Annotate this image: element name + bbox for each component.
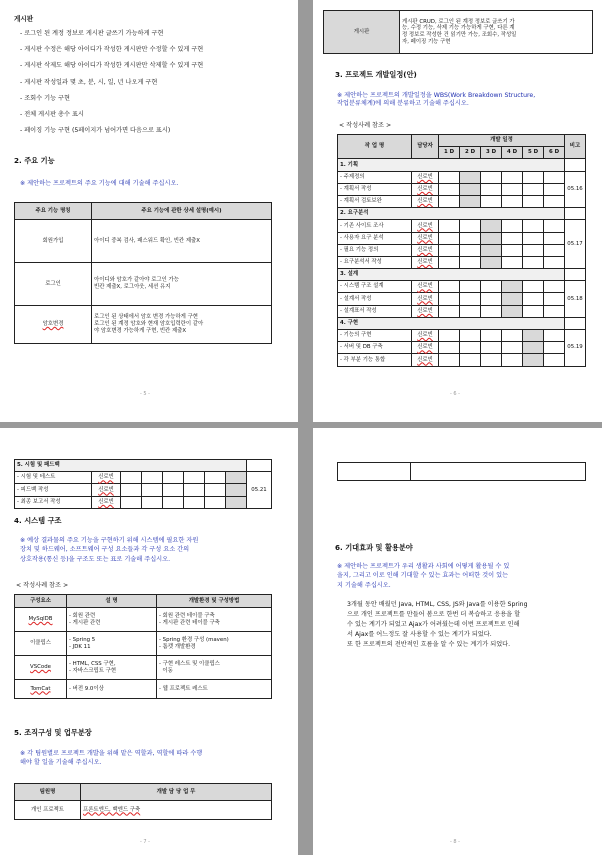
wbs-day-cell (502, 330, 523, 342)
page-number: - 8 - (450, 839, 460, 845)
wbs-day-cell (226, 484, 247, 496)
wbs-day-cell (502, 183, 523, 195)
wbs-day-cell (523, 354, 544, 366)
wbs-day-cell (460, 330, 481, 342)
wbs-day-cell (502, 171, 523, 183)
wbs-note-blank (247, 460, 272, 472)
col-day: 2 D (460, 147, 481, 159)
feature-name: 회원가입 (15, 220, 92, 263)
wbs-day-cell (502, 232, 523, 244)
wbs-day-cell (460, 305, 481, 317)
wbs-day-cell (439, 256, 460, 268)
board-feature-item: - 로그인 된 계정 정보로 게시판 글쓰기 가능하게 구현 (20, 30, 164, 37)
wbs-owner: 신로빈 (412, 342, 439, 354)
component-name: 이클립스 (15, 632, 67, 656)
wbs-day-cell (523, 171, 544, 183)
wbs-day-cell (544, 305, 565, 317)
wbs-task: - 계획서 검토보완 (338, 195, 412, 207)
wbs-date: 05.18 (565, 281, 586, 318)
wbs-owner: 신로빈 (412, 171, 439, 183)
wbs-day-cell (502, 220, 523, 232)
wbs-day-cell (502, 305, 523, 317)
wbs-day-cell (481, 354, 502, 366)
wbs-day-cell (544, 354, 565, 366)
wbs-day-cell (544, 195, 565, 207)
member-name: 개인 프로젝트 (15, 801, 81, 820)
empty-table-row (337, 462, 586, 481)
wbs-task: - 각 부분 기능 통합 (338, 354, 412, 366)
wbs-task-row (338, 330, 586, 342)
wbs-day-cell (502, 293, 523, 305)
heading-schedule: 3. 프로젝트 개발일정(안) (335, 70, 417, 79)
wbs-owner: 신로빈 (412, 244, 439, 256)
wbs-day-cell (439, 220, 460, 232)
wbs-day-cell (142, 484, 163, 496)
wbs-day-cell (523, 305, 544, 317)
wbs-day-cell (544, 256, 565, 268)
wbs-day-cell (205, 472, 226, 484)
wbs-task-row (15, 496, 272, 508)
wbs-day-cell (481, 195, 502, 207)
wbs-day-cell (226, 472, 247, 484)
heading-system: 4. 시스템 구조 (14, 516, 62, 525)
col-day: 3 D (481, 147, 502, 159)
wbs-day-cell (523, 183, 544, 195)
component-env: - 구현 레스트 및 이클립스 이동 (157, 656, 272, 680)
wbs-day-cell (121, 484, 142, 496)
component-env: - 회원 관련 테이블 구축 - 게시판 관련 테이블 구축 (157, 608, 272, 632)
wbs-note-blank (565, 208, 586, 220)
board-feature-item: - 게시판 삭제도 해당 아이디가 작성한 게시판만 삭제할 수 있게 구현 (20, 62, 204, 70)
col-period: 개발 일정 (439, 135, 565, 147)
wbs-day-cell (163, 484, 184, 496)
wbs-task-row (338, 195, 586, 207)
wbs-day-cell (439, 342, 460, 354)
col-day: 4 D (502, 147, 523, 159)
wbs-day-cell (163, 496, 184, 508)
wbs-task-row (338, 354, 586, 366)
wbs-task: - 서버 및 DB 구축 (338, 342, 412, 354)
component-desc: - Spring 5 - JDK 11 (67, 632, 157, 656)
col-task: 작 업 명 (338, 135, 412, 159)
wbs-owner: 신로빈 (412, 354, 439, 366)
component-desc: - 회원 관련 - 게시판 관련 (67, 608, 157, 632)
feature-name: 로그인 (15, 263, 92, 306)
wbs-group-title: 4. 구현 (338, 317, 565, 329)
example-label: < 작성사례 참조 > (339, 122, 392, 129)
wbs-day-cell (460, 342, 481, 354)
board-feature-item: - 페이징 기능 구현 (5페이지가 넘어가면 다음으로 표시) (20, 127, 171, 135)
component-env: - Spring 환경 구성 (maven) - 톰캣 개발환경 (157, 632, 272, 656)
wbs-day-cell (439, 183, 460, 195)
wbs-owner: 신로빈 (92, 496, 121, 508)
wbs-task-row (338, 232, 586, 244)
wbs-task-row (338, 305, 586, 317)
role-table (14, 783, 272, 820)
wbs-task-row (338, 281, 586, 293)
wbs-day-cell (502, 342, 523, 354)
component-name: MySqlDB (15, 608, 67, 632)
wbs-day-cell (481, 244, 502, 256)
wbs-day-cell (481, 183, 502, 195)
page-5 (0, 0, 298, 422)
col-day: 6 D (544, 147, 565, 159)
col-day: 5 D (523, 147, 544, 159)
wbs-task: - 주제정의 (338, 171, 412, 183)
wbs-day-cell (439, 281, 460, 293)
heading-effects: 6. 기대효과 및 활용분야 (335, 543, 413, 552)
wbs-group-title: 5. 시험 및 패드백 (15, 460, 247, 472)
wbs-day-cell (502, 195, 523, 207)
board-feature-item: - 조회수 기능 구현 (20, 94, 70, 102)
wbs-day-cell (460, 195, 481, 207)
wbs-date: 05.17 (565, 220, 586, 269)
wbs-day-cell (523, 232, 544, 244)
wbs-day-cell (205, 496, 226, 508)
wbs-day-cell (184, 472, 205, 484)
board-feature-item: - 전체 게시판 총수 표시 (20, 111, 84, 118)
wbs-day-cell (439, 171, 460, 183)
component-desc: - 버전 9.0이상 (67, 680, 157, 699)
wbs-day-cell (544, 244, 565, 256)
wbs-day-cell (523, 195, 544, 207)
wbs-day-cell (502, 354, 523, 366)
wbs-day-cell (481, 293, 502, 305)
wbs-day-cell (184, 496, 205, 508)
wbs-task-row (338, 293, 586, 305)
wbs-day-cell (544, 342, 565, 354)
system-note: ※ 예상 결과물의 주요 기능을 구현하기 위해 시스템에 필요한 자원 장치 및 하드웨어, 소프트웨어 구성 요소들과 각 구성 요소 간의 상호작용(통신 등)을 구조도 또는 표로 기술해 주십시오. (20, 537, 199, 563)
wbs-day-cell (121, 496, 142, 508)
col-note: 비고 (565, 135, 586, 159)
wbs-day-cell (439, 195, 460, 207)
board-feature-item: - 게시판 작성일과 몇 초, 분, 시, 일, 년 나오게 구현 (20, 78, 158, 86)
wbs-day-cell (184, 484, 205, 496)
wbs-day-cell (544, 220, 565, 232)
wbs-task: - 최종 보고서 작성 (15, 496, 92, 508)
wbs-day-cell (460, 232, 481, 244)
example-label: < 작성사례 참조 > (16, 582, 69, 589)
wbs-day-cell (439, 293, 460, 305)
wbs-day-cell (481, 171, 502, 183)
feature-desc: 게시판 CRUD, 로그인 된 계정 정보로 글쓰기 가 능, 수정 기능, 삭제 기능 가능하게 구현, 다른 계 정 정보로 작성한 건 읽기만 가능, 조회수, 작성일 자, 페이징 기능 구현 (400, 11, 593, 54)
wbs-day-cell (481, 220, 502, 232)
heading-main-features: 2. 주요 기능 (14, 156, 55, 165)
page-number: - 7 - (140, 839, 150, 845)
organization-note: ※ 각 팀원별로 프로젝트 개발을 위해 맡은 역할과, 역할에 따라 수행 해야 할 일을 기술해 주십시오. (20, 750, 203, 766)
wbs-day-cell (523, 244, 544, 256)
wbs-date: 05.21 (247, 472, 272, 509)
page-7 (0, 428, 298, 855)
wbs-task: - 필요 기능 정의 (338, 244, 412, 256)
wbs-task: - 피드백 작성 (15, 484, 92, 496)
wbs-owner: 신로빈 (412, 220, 439, 232)
wbs-day-cell (481, 342, 502, 354)
wbs-day-cell (460, 293, 481, 305)
wbs-task-row (338, 183, 586, 195)
feature-desc: 로그인 된 상태에서 암호 변경 가능하게 구현 로그인 된 계정 암호와 현재 암호입력란이 같아 야 암호변경 가능하게 구현, 빈칸 제출X (92, 306, 272, 344)
col-description: 설 명 (67, 595, 157, 608)
wbs-table (337, 134, 586, 367)
heading-organization: 5. 조직구성 및 업무분장 (14, 728, 92, 737)
wbs-day-cell (439, 330, 460, 342)
wbs-day-cell (460, 171, 481, 183)
wbs-task-row (338, 220, 586, 232)
wbs-day-cell (481, 330, 502, 342)
wbs-day-cell (460, 220, 481, 232)
wbs-day-cell (523, 342, 544, 354)
wbs-day-cell (481, 281, 502, 293)
main-features-table (14, 202, 272, 344)
wbs-day-cell (502, 256, 523, 268)
wbs-task-row (15, 484, 272, 496)
wbs-day-cell (121, 472, 142, 484)
wbs-day-cell (544, 330, 565, 342)
wbs-owner: 신로빈 (412, 195, 439, 207)
wbs-task: - 요구분석서 작성 (338, 256, 412, 268)
wbs-task-row (338, 171, 586, 183)
wbs-task: - 기존 사이트 조사 (338, 220, 412, 232)
wbs-day-cell (226, 496, 247, 508)
board-feature-item: - 게시판 수정은 해당 아이디가 작성한 게시판만 수정할 수 있게 구현 (20, 46, 204, 54)
section-title-board: 게시판 (14, 15, 34, 23)
wbs-day-cell (544, 183, 565, 195)
wbs-task-row (15, 472, 272, 484)
wbs-owner: 신로빈 (92, 472, 121, 484)
wbs-group-title: 3. 설계 (338, 269, 565, 281)
wbs-task: - 시스템 구조 설계 (338, 281, 412, 293)
wbs-day-cell (163, 472, 184, 484)
wbs-day-cell (439, 354, 460, 366)
wbs-day-cell (544, 171, 565, 183)
wbs-day-cell (523, 220, 544, 232)
wbs-date: 05.16 (565, 171, 586, 208)
wbs-day-cell (142, 496, 163, 508)
main-features-note: ※ 제안하는 프로젝트의 주요 기능에 대해 기술해 주십시오. (20, 180, 179, 187)
wbs-day-cell (460, 354, 481, 366)
effects-body: 3개월 동안 배웠던 Java, HTML, CSS, JS와 Java를 이용한 Spring 으로 개인 프로젝트를 만들어 봄으로 한번 더 복습하고 응용을 할 수 있는 계기가 되었고 Ajax가 어려웠는데 이번 프로젝트로 인해 서 Ajax를 어느정도 잘 사용할 수 있는 계기가 되었다. 또 한 프로젝트의 전반적인 흐름을 알 수 있는 계기가 되었다. (347, 601, 528, 648)
wbs-owner: 신로빈 (412, 256, 439, 268)
wbs-owner: 신로빈 (412, 330, 439, 342)
wbs-day-cell (439, 244, 460, 256)
wbs-note-blank (565, 269, 586, 281)
wbs-owner: 신로빈 (412, 281, 439, 293)
wbs-owner: 신로빈 (412, 183, 439, 195)
wbs-day-cell (460, 244, 481, 256)
page-6 (313, 0, 602, 422)
wbs-day-cell (460, 183, 481, 195)
wbs-task: - 사용자 요구 분석 (338, 232, 412, 244)
wbs-day-cell (142, 472, 163, 484)
component-name: TomCat (15, 680, 67, 699)
col-day: 1 D (439, 147, 460, 159)
feature-name: 게시판 (324, 11, 400, 54)
wbs-day-cell (502, 281, 523, 293)
wbs-task-row (338, 244, 586, 256)
wbs-day-cell (544, 281, 565, 293)
col-role: 개발 담 당 업 무 (81, 784, 272, 801)
wbs-note-blank (565, 159, 586, 171)
wbs-day-cell (523, 256, 544, 268)
col-member: 팀원명 (15, 784, 81, 801)
wbs-group-title: 1. 기획 (338, 159, 565, 171)
component-env: - 웹 프로젝트 레스트 (157, 680, 272, 699)
wbs-day-cell (481, 256, 502, 268)
wbs-day-cell (544, 232, 565, 244)
feature-desc: 아이디 중복 검사, 패스워드 확인, 빈칸 제출X (92, 220, 272, 263)
wbs-task: - 설계표서 작성 (338, 305, 412, 317)
wbs-day-cell (205, 484, 226, 496)
wbs-owner: 신로빈 (412, 232, 439, 244)
page-8 (313, 428, 602, 855)
col-component: 구성요소 (15, 595, 67, 608)
component-desc: - HTML, CSS 구현, - 자바스크립트 구현 (67, 656, 157, 680)
wbs-group-title: 2. 요구분석 (338, 208, 565, 220)
wbs-date: 05.19 (565, 330, 586, 367)
wbs-task: - 설계서 작성 (338, 293, 412, 305)
wbs-task-row (338, 342, 586, 354)
wbs-day-cell (502, 244, 523, 256)
member-role: 프론트엔드, 백엔드 구축 (81, 801, 272, 820)
wbs-day-cell (523, 330, 544, 342)
wbs-owner: 신로빈 (412, 293, 439, 305)
wbs-day-cell (481, 305, 502, 317)
wbs-table-continued (14, 459, 272, 509)
feature-desc: 아이디와 암호가 같아야 로그인 가능 빈칸 제출X, 로그아웃, 세션 유지 (92, 263, 272, 306)
col-feature-name: 주요 기능 명칭 (15, 203, 92, 220)
wbs-note-blank (565, 317, 586, 329)
wbs-day-cell (439, 305, 460, 317)
wbs-day-cell (460, 281, 481, 293)
wbs-owner: 신로빈 (92, 484, 121, 496)
page-number: - 6 - (450, 391, 460, 397)
wbs-task: - 기능의 구현 (338, 330, 412, 342)
wbs-task: - 시험 및 테스트 (15, 472, 92, 484)
board-feature-row (323, 10, 593, 54)
page-number: - 5 - (140, 391, 150, 397)
wbs-day-cell (460, 256, 481, 268)
feature-name: 암호변경 (15, 306, 92, 344)
component-name: VSCode (15, 656, 67, 680)
col-owner: 담당자 (412, 135, 439, 159)
wbs-task: - 계획서 작성 (338, 183, 412, 195)
wbs-day-cell (544, 293, 565, 305)
effects-note: ※ 제안하는 프로젝트가 우리 생활과 사회에 어떻게 활용될 수 있 을지, 그리고 이로 인해 기대할 수 있는 효과는 어떠한 것이 있는 지 기술해 주십시오. (337, 563, 510, 589)
schedule-note: ※ 제안하는 프로젝트의 개발일정을 WBS(Work Breakdown Structure, 작업분류체계)에 의해 분류하고 기술해 주십시오. (337, 92, 536, 107)
wbs-day-cell (523, 281, 544, 293)
system-table (14, 594, 272, 699)
wbs-day-cell (523, 293, 544, 305)
col-feature-desc: 주요 기능에 관한 상세 설명(예시) (92, 203, 272, 220)
col-environment: 개발환경 및 구성방법 (157, 595, 272, 608)
wbs-day-cell (481, 232, 502, 244)
wbs-day-cell (439, 232, 460, 244)
wbs-task-row (338, 256, 586, 268)
wbs-owner: 신로빈 (412, 305, 439, 317)
